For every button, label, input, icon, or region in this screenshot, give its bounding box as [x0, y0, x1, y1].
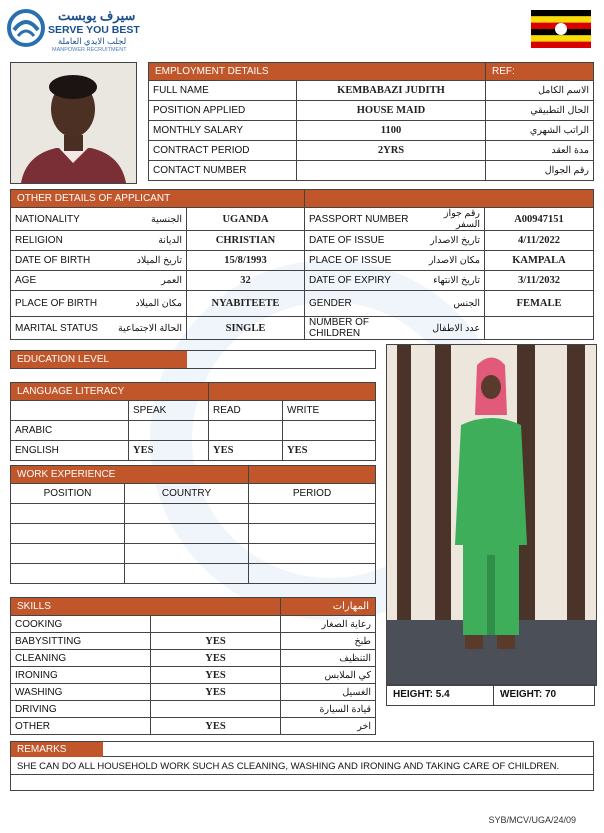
language-header-right — [209, 383, 376, 401]
contract-period-ar: مدة العقد — [486, 141, 594, 161]
english-speak: YES — [129, 441, 209, 461]
nationality-ar: الجنسية — [107, 208, 187, 231]
brand-arabic: سيرف يوبست — [58, 8, 136, 23]
contract-period-label: CONTRACT PERIOD — [149, 141, 297, 161]
skill-washing-value: YES — [151, 684, 281, 701]
height-value: HEIGHT: 5.4 — [393, 689, 450, 700]
skill-ironing-value: YES — [151, 667, 281, 684]
full-name-ar: الاسم الكامل — [486, 81, 594, 101]
table-row — [11, 401, 376, 421]
date-of-issue-ar: تاريخ الاصدار — [417, 231, 485, 251]
skill-ironing-ar: كي الملابس — [281, 667, 376, 684]
table-row — [11, 684, 376, 701]
remarks-text: SHE CAN DO ALL HOUSEHOLD WORK SUCH AS CLEANING, WASHING AND IRONING AND TAKING CARE OF CHILDREN. — [17, 761, 560, 772]
english-write: YES — [283, 441, 376, 461]
religion-label: RELIGION — [11, 231, 107, 251]
skill-cleaning-ar: التنظيف — [281, 650, 376, 667]
full-photo-image — [387, 345, 596, 685]
measure-box — [386, 684, 595, 706]
table-row — [11, 441, 376, 461]
arabic-write — [283, 421, 376, 441]
position-applied-label: POSITION APPLIED — [149, 101, 297, 121]
table-row — [11, 271, 594, 291]
skill-other: OTHER — [11, 718, 151, 735]
table-row — [11, 251, 594, 271]
remarks-header: REMARKS — [11, 742, 103, 757]
place-of-issue-label: PLACE OF ISSUE — [305, 251, 417, 271]
passport-number-value: A00947151 — [485, 208, 594, 231]
skill-cooking-ar: رعاية الصغار — [281, 616, 376, 633]
table-row — [11, 633, 376, 650]
contact-number-label: CONTACT NUMBER — [149, 161, 297, 181]
table-row — [149, 101, 594, 121]
number-of-children-value — [485, 317, 594, 340]
education-section — [10, 350, 376, 369]
skill-washing-ar: الغسيل — [281, 684, 376, 701]
nationality-label: NATIONALITY — [11, 208, 107, 231]
employment-section — [148, 62, 594, 181]
skill-babysitting-value: YES — [151, 633, 281, 650]
place-of-birth-ar: مكان الميلاد — [107, 291, 187, 317]
table-row — [11, 291, 594, 317]
place-of-birth-label: PLACE OF BIRTH — [11, 291, 107, 317]
skill-cooking: COOKING — [11, 616, 151, 633]
skills-header-ar: المهارات — [281, 598, 376, 616]
table-row — [11, 616, 376, 633]
table-row — [149, 121, 594, 141]
other-details-header: OTHER DETAILS OF APPLICANT — [11, 190, 305, 208]
language-corner — [11, 401, 129, 421]
full-name-value: KEMBABAZI JUDITH — [297, 81, 486, 101]
education-header: EDUCATION LEVEL — [11, 351, 187, 368]
religion-ar: الديانة — [107, 231, 187, 251]
skill-driving-ar: قيادة السيارة — [281, 701, 376, 718]
table-row — [11, 317, 594, 340]
skill-cooking-value — [151, 616, 281, 633]
place-of-birth-value: NYABITEETE — [187, 291, 305, 317]
language-header: LANGUAGE LITERACY — [11, 383, 209, 401]
table-row — [11, 484, 376, 504]
skills-header: SKILLS — [11, 598, 281, 616]
skill-cleaning: CLEANING — [11, 650, 151, 667]
english-read: YES — [209, 441, 283, 461]
ref-label: REF: — [486, 63, 594, 81]
flag-icon — [531, 10, 591, 48]
brand-name: SERVE YOU BEST — [48, 24, 140, 36]
position-applied-ar: الحال التطبيقي — [486, 101, 594, 121]
brand-sub: MANPOWER RECRUITMENT — [52, 47, 127, 53]
marital-status-label: MARITAL STATUS — [11, 317, 107, 340]
table-row — [149, 161, 594, 181]
monthly-salary-label: MONTHLY SALARY — [149, 121, 297, 141]
monthly-salary-value: 1100 — [297, 121, 486, 141]
place-of-issue-value: KAMPALA — [485, 251, 594, 271]
table-row — [11, 667, 376, 684]
skill-cleaning-value: YES — [151, 650, 281, 667]
table-row — [11, 421, 376, 441]
religion-value: CHRISTIAN — [187, 231, 305, 251]
skill-washing: WASHING — [11, 684, 151, 701]
other-details-section — [10, 189, 594, 340]
date-of-issue-value: 4/11/2022 — [485, 231, 594, 251]
col-period: PERIOD — [249, 484, 376, 504]
number-of-children-label: NUMBER OF CHILDREN — [305, 317, 417, 340]
logo-icon — [6, 8, 46, 48]
skill-babysitting: BABYSITTING — [11, 633, 151, 650]
remarks-section — [10, 741, 594, 791]
col-position: POSITION — [11, 484, 125, 504]
date-of-expiry-ar: تاريخ الانتهاء — [417, 271, 485, 291]
marital-status-ar: الحالة الاجتماعية — [107, 317, 187, 340]
work-experience-section — [10, 465, 376, 584]
place-of-issue-ar: مكان الاصدار — [417, 251, 485, 271]
date-of-birth-value: 15/8/1993 — [187, 251, 305, 271]
skill-other-ar: اخر — [281, 718, 376, 735]
table-row — [11, 504, 376, 524]
date-of-expiry-label: DATE OF EXPIRY — [305, 271, 417, 291]
skill-babysitting-ar: طبخ — [281, 633, 376, 650]
arabic-speak — [129, 421, 209, 441]
contact-number-ar: رقم الجوال — [486, 161, 594, 181]
applicant-full-photo — [386, 344, 597, 686]
portrait-image — [11, 63, 136, 183]
applicant-portrait — [10, 62, 137, 184]
lang-arabic: ARABIC — [11, 421, 129, 441]
passport-number-ar: رقم جواز السفر — [417, 208, 485, 231]
arabic-read — [209, 421, 283, 441]
number-of-children-ar: عدد الاطفال — [417, 317, 485, 340]
table-row — [11, 564, 376, 584]
age-ar: العمر — [107, 271, 187, 291]
contact-number-value — [297, 161, 486, 181]
uganda-flag — [531, 10, 591, 48]
employment-header: EMPLOYMENT DETAILS — [149, 63, 486, 81]
weight-value: WEIGHT: 70 — [500, 689, 557, 700]
contract-period-value: 2YRS — [297, 141, 486, 161]
brand-arabic-sub: لجلب الايدي العاملة — [58, 36, 127, 46]
passport-number-label: PASSPORT NUMBER — [305, 208, 417, 231]
table-row — [11, 701, 376, 718]
measure-divider — [493, 685, 494, 705]
date-of-issue-label: DATE OF ISSUE — [305, 231, 417, 251]
table-row — [149, 81, 594, 101]
work-header-right — [249, 466, 376, 484]
col-write: WRITE — [283, 401, 376, 421]
table-row — [11, 208, 594, 231]
date-of-expiry-value: 3/11/2032 — [485, 271, 594, 291]
skills-section — [10, 597, 376, 735]
document-code: SYB/MCV/UGA/24/09 — [488, 815, 576, 825]
gender-label: GENDER — [305, 291, 417, 317]
work-header: WORK EXPERIENCE — [11, 466, 249, 484]
monthly-salary-ar: الراتب الشهري — [486, 121, 594, 141]
skill-driving: DRIVING — [11, 701, 151, 718]
language-section — [10, 382, 376, 461]
skill-driving-value — [151, 701, 281, 718]
nationality-value: UGANDA — [187, 208, 305, 231]
gender-value: FEMALE — [485, 291, 594, 317]
remarks-divider — [11, 774, 593, 775]
col-country: COUNTRY — [125, 484, 249, 504]
lang-english: ENGLISH — [11, 441, 129, 461]
table-row — [11, 718, 376, 735]
date-of-birth-label: DATE OF BIRTH — [11, 251, 107, 271]
table-row — [11, 544, 376, 564]
other-details-header-right — [305, 190, 594, 208]
table-row — [11, 231, 594, 251]
position-applied-value: HOUSE MAID — [297, 101, 486, 121]
table-row — [11, 650, 376, 667]
skill-ironing: IRONING — [11, 667, 151, 684]
col-read: READ — [209, 401, 283, 421]
remarks-top-line — [103, 756, 593, 757]
company-logo — [6, 8, 46, 48]
marital-status-value: SINGLE — [187, 317, 305, 340]
gender-ar: الجنس — [417, 291, 485, 317]
full-name-label: FULL NAME — [149, 81, 297, 101]
age-value: 32 — [187, 271, 305, 291]
date-of-birth-ar: تاريخ الميلاد — [107, 251, 187, 271]
table-row — [149, 141, 594, 161]
col-speak: SPEAK — [129, 401, 209, 421]
age-label: AGE — [11, 271, 107, 291]
table-row — [11, 524, 376, 544]
skill-other-value: YES — [151, 718, 281, 735]
